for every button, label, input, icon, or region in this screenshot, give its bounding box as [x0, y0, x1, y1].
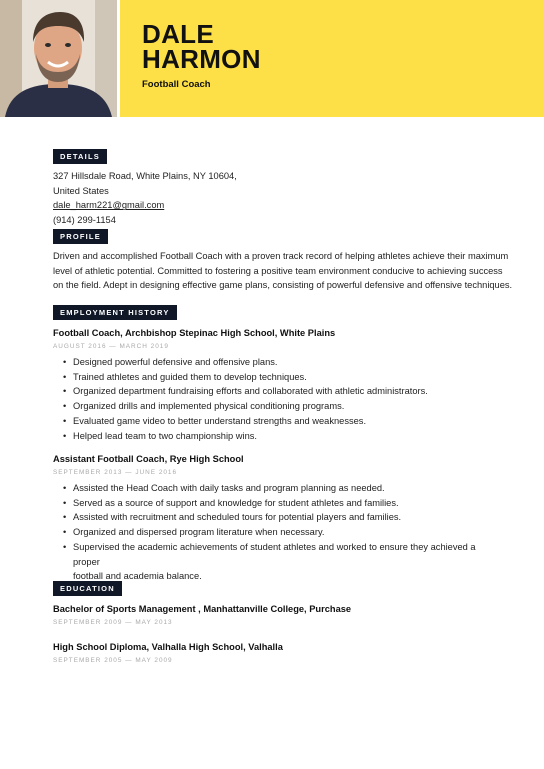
- job-dates: SEPTEMBER 2013 — JUNE 2016: [53, 469, 178, 476]
- name-last: HARMON: [142, 44, 261, 74]
- list-item: • Assisted the Head Coach with daily tasks and program planning as needed.: [63, 481, 503, 496]
- job-duties-list: [63, 481, 503, 584]
- list-item: • Trained athletes and guided them to develop techniques.: [63, 370, 503, 385]
- candidate-title: Football Coach: [142, 79, 211, 90]
- list-item: • Organized and dispersed program literature when necessary.: [63, 525, 503, 540]
- resume-header: [0, 0, 544, 117]
- degree-title: High School Diploma, Valhalla High School, Valhalla: [53, 642, 283, 652]
- job-title: Assistant Football Coach, Rye High School: [53, 454, 244, 464]
- degree-dates: SEPTEMBER 2009 — MAY 2013: [53, 619, 173, 626]
- list-item: • Designed powerful defensive and offensive plans.: [63, 355, 503, 370]
- list-item: • Organized drills and implemented physical conditioning programs.: [63, 399, 503, 414]
- profile-line: level of athletic potential. Committed to fostering a positive team environment conducive to achieving success: [53, 265, 503, 276]
- employment-heading: EMPLOYMENT HISTORY: [53, 305, 177, 320]
- list-item: • Evaluated game video to better understand strengths and weaknesses.: [63, 414, 503, 429]
- list-item-continuation: football and academia balance.: [73, 571, 202, 582]
- phone-number: (914) 299-1154: [53, 215, 116, 226]
- address-line-1: 327 Hillsdale Road, White Plains, NY 10604,: [53, 171, 237, 181]
- job-duties-list: [63, 355, 503, 443]
- name-first: DALE: [142, 19, 214, 49]
- email-link[interactable]: dale_harm221@gmail.com: [53, 200, 165, 211]
- list-item: • Supervised the academic achievements of student athletes and worked to ensure they achieved a proper: [63, 540, 503, 569]
- profile-line: on the field. Adept in designing effective game plans, consisting of powerful defensive and offensive techniques.: [53, 280, 513, 291]
- details-heading: DETAILS: [53, 149, 107, 164]
- profile-summary: [53, 249, 512, 293]
- profile-photo: [0, 0, 117, 117]
- details-block: [53, 169, 237, 228]
- degree-dates: SEPTEMBER 2005 — MAY 2009: [53, 657, 173, 664]
- job-title: Football Coach, Archbishop Stepinac High School, White Plains: [53, 328, 336, 338]
- header-banner: [120, 0, 544, 117]
- education-heading: EDUCATION: [53, 581, 122, 596]
- profile-heading: PROFILE: [53, 229, 108, 244]
- list-item: • Assisted with recruitment and scheduled tours for potential players and families.: [63, 510, 503, 525]
- list-item: • Organized department fundraising efforts and collaborated with athletic administrators.: [63, 384, 503, 399]
- list-item: • Helped lead team to two championship wins.: [63, 429, 503, 444]
- address-line-2: United States: [53, 185, 109, 196]
- job-dates: AUGUST 2016 — MARCH 2019: [53, 343, 169, 350]
- list-item: • Served as a source of support and knowledge for student athletes and families.: [63, 496, 503, 511]
- degree-title: Bachelor of Sports Management , Manhattanville College, Purchase: [53, 604, 352, 614]
- profile-line: Driven and accomplished Football Coach with a proven track record of helping athletes achieve their maximum: [53, 251, 509, 261]
- candidate-name: [142, 19, 261, 74]
- portrait-image: [0, 0, 117, 117]
